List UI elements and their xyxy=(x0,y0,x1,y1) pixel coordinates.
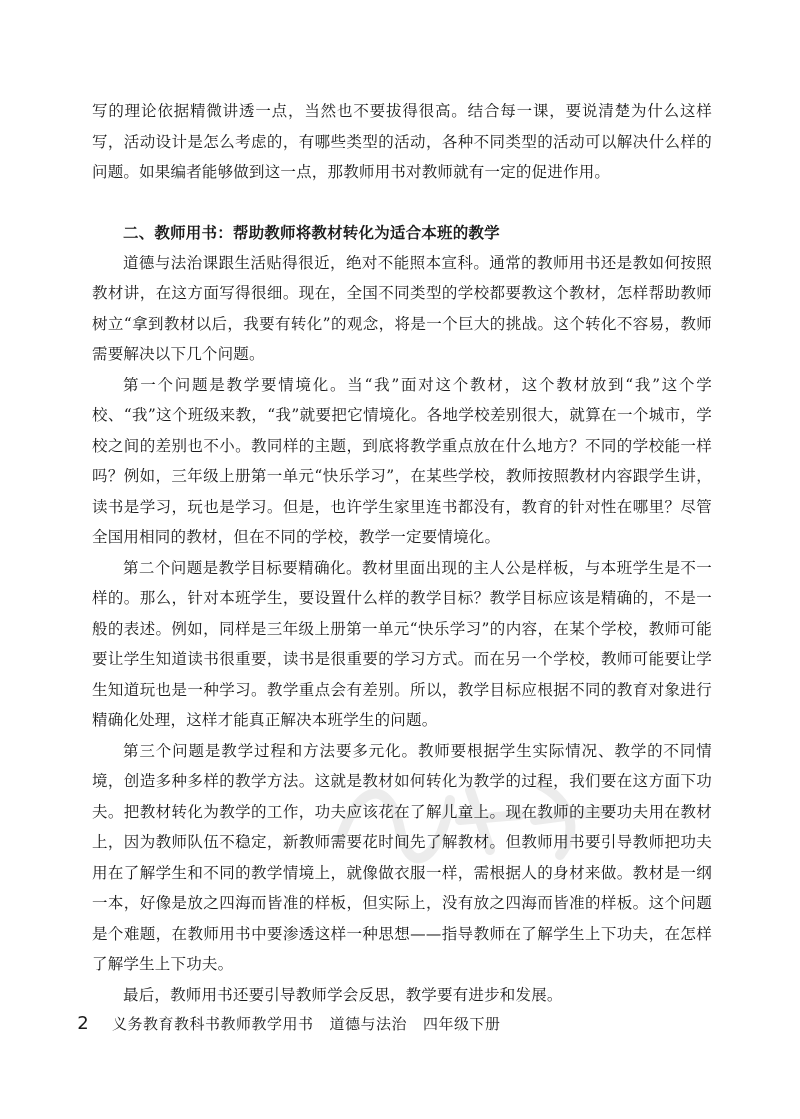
paragraph-contextualization: 第一个问题是教学要情境化。当“我”面对这个教材，这个教材放到“我”这个学校、“我”这个班级来教，“我”就要把它情境化。各地学校差别很大，就算在一个城市，学校之间的差别也不小。教同样的主题，到底将教学重点放在什么地方？不同的学校能一样吗？例如，三年级上册第一单元“快乐学习”，在某些学校，教师按照教材内容跟学生讲，读书是学习，玩也是学习。但是，也许学生家里连书都没有，教育的针对性在哪里？尽管全国用相同的教材，但在不同的学校，教学一定要情境化。 xyxy=(92,375,712,546)
page-footer xyxy=(70,1013,730,1034)
intro-paragraph: 写的理论依据精微讲透一点，当然也不要拔得很高。结合每一课，要说清楚为什么这样写，活动设计是怎么考虑的，有哪些类型的活动，各种不同类型的活动可以解决什么样的问题。如果编者能够做到这一点，那教师用书对教师就有一定的促进作用。 xyxy=(92,102,712,181)
section-heading: 二、教师用书：帮助教师将教材转化为适合本班的教学 xyxy=(123,223,500,242)
grade-label: 四年级下册 xyxy=(423,1015,501,1033)
paragraph-precise-goals: 第二个问题是教学目标要精确化。教材里面出现的主人公是样板，与本班学生是不一样的。那么，针对本班学生，要设置什么样的教学目标？教学目标应该是精确的，不是一般的表述。例如，同样是三年级上册第一单元“快乐学习”的内容，在某个学校，教师可能要让学生知道读书很重要，读书是很重要的学习方式。而在另一个学校，教师可能要让学生知道玩也是一种学习。教学重点会有差别。所以，教学目标应根据不同的教育对象进行精确化处理，这样才能真正解决本班学生的问题。 xyxy=(92,558,712,729)
document-body xyxy=(92,96,712,1010)
paragraph-reflection: 最后，教师用书还要引导教师学会反思，教学要有进步和发展。 xyxy=(123,985,563,1004)
paragraph-overview: 道德与法治课跟生活贴得很近，绝对不能照本宣科。通常的教师用书还是教如何按照教材讲，在这方面写得很细。现在，全国不同类型的学校都要教这个教材，怎样帮助教师树立“拿到教材以后，我要有转化”的观念，将是一个巨大的挑战。这个转化不容易，教师需要解决以下几个问题。 xyxy=(92,253,712,363)
subject-label: 道德与法治 xyxy=(329,1015,408,1033)
paragraph-diverse-methods: 第三个问题是教学过程和方法要多元化。教师要根据学生实际情况、教学的不同情境，创造多种多样的教学方法。这就是教材如何转化为教学的过程，我们要在这方面下功夫。把教材转化为教学的工作，功夫应该花在了解儿童上。现在教师的主要功夫用在教材上，因为教师队伍不稳定，新教师需要花时间先了解教材。但教师用书要引导教师把功夫用在了解学生和不同的教学情境上，就像做衣服一样，需根据人的身材来做。教材是一纲一本，好像是放之四海而皆准的样板，但实际上，没有放之四海而皆准的样板。这个问题是个难题，在教师用书中要渗透这样一种思想——指导教师在了解学生上下功夫，在怎样了解学生上下功夫。 xyxy=(92,741,712,973)
page-number: 2 xyxy=(77,1013,89,1034)
book-series-title: 义务教育教科书教师教学用书 xyxy=(112,1015,314,1033)
